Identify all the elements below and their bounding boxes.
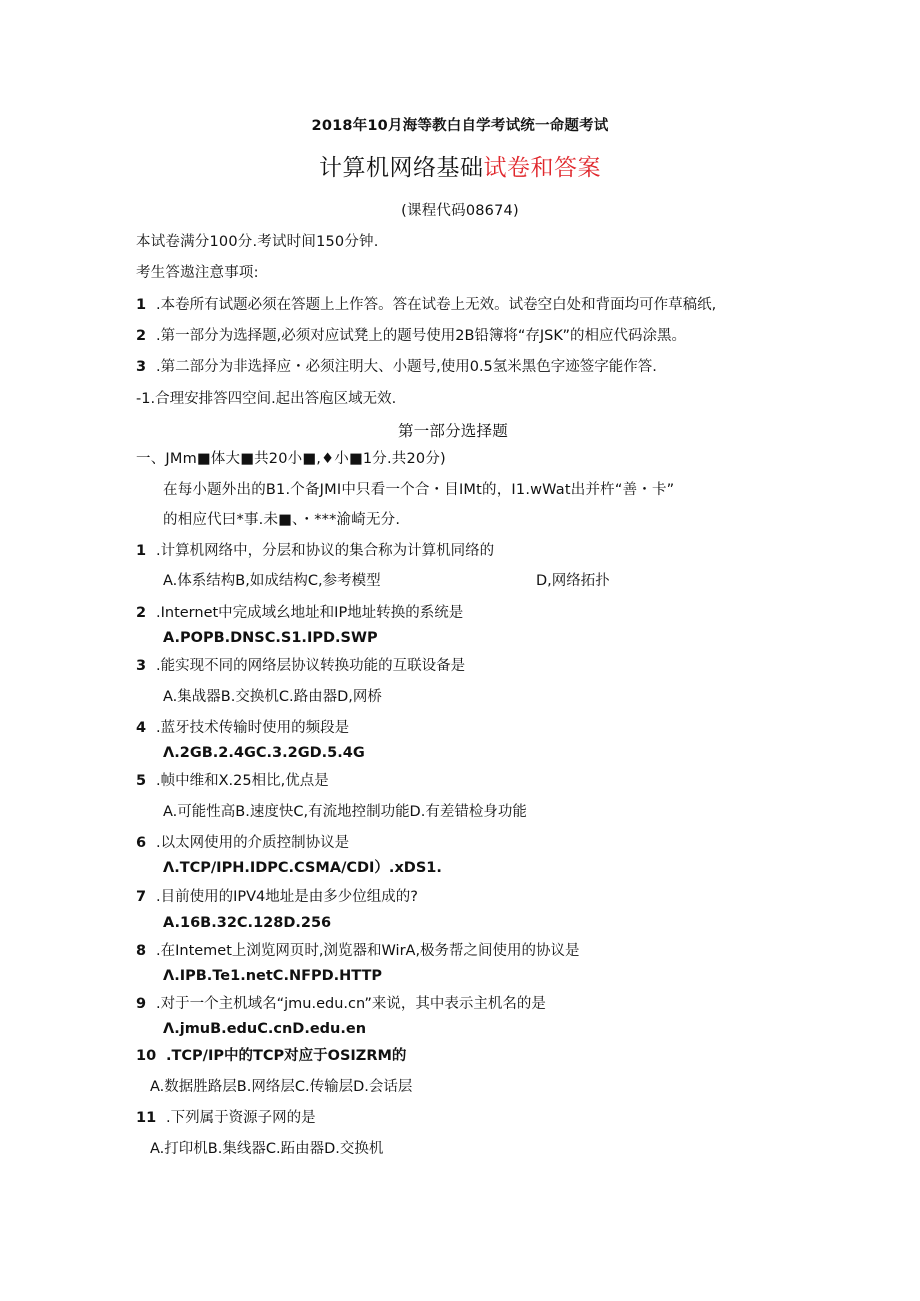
- question-number: 2: [136, 605, 147, 621]
- title-highlight: 试卷和答案: [483, 155, 601, 181]
- part-heading: 第一部分选择题: [398, 422, 508, 440]
- question-options: A.可能性高B.速度快C,有流地控制功能D.有差错检身功能: [163, 804, 527, 820]
- exam-line: 2018年10月海等教白自学考试统一命题考试: [311, 118, 609, 134]
- question-options: A.POPB.DNSC.S1.IPD.SWP: [163, 630, 378, 646]
- question-options: Λ.2GB.2.4GC.3.2GD.5.4G: [163, 745, 365, 761]
- question-options: A.数据胜路层B.网络层C.传输层D.会话层: [150, 1079, 413, 1095]
- score-time-line: 本试卷满分100分.考试时间150分钟.: [136, 234, 379, 250]
- question-options: A.16B.32C.128D.256: [163, 915, 332, 931]
- question-text: .下列属于资源子网的是: [166, 1110, 316, 1126]
- question-number: 11: [136, 1110, 157, 1126]
- course-code: (课程代码08674): [401, 203, 519, 219]
- question-text: .以太网使用的介质控制协议是: [156, 835, 350, 851]
- instruction-line: 在每小题外出的B1.个备JMI中只看一个合・目IMt的，I1.wWat出并杵“善・卡”: [163, 482, 675, 498]
- question-number: 3: [136, 658, 147, 674]
- question-options: Λ.TCP/IPH.IDPC.CSMA/CDI）.xDS1.: [163, 860, 442, 876]
- question-text: .TCP/IP中的TCP对应于OSIZRM的: [166, 1048, 407, 1064]
- question-options: Λ.jmuB.eduC.cnD.edu.en: [163, 1021, 367, 1037]
- note-number: 1: [136, 297, 147, 313]
- question-number: 9: [136, 996, 147, 1012]
- title-main: 计算机网络基础: [319, 155, 484, 181]
- section-line: 一、JMm■体大■共20小■,♦小■1分.共20分): [136, 451, 446, 467]
- instruction-line: 的相应代曰*事.未■、・***渝崎无分.: [163, 512, 401, 528]
- note-text: .第二部分为非选择应・必须注明大、小题号,使用0.5氢米黑色字迹签字能作答.: [156, 359, 657, 375]
- question-number: 6: [136, 835, 147, 851]
- question-option-d: D,网络拓扑: [536, 573, 610, 589]
- question-text: .帧中维和X.25相比,优点是: [156, 773, 329, 789]
- question-options: A.打印机B.集线器C.跖由器D.交换机: [150, 1141, 384, 1157]
- question-options: A.集战器B.交换机C.路由器D,网桥: [163, 689, 382, 705]
- question-number: 10: [136, 1048, 157, 1064]
- question-number: 7: [136, 889, 147, 905]
- question-text: .Internet中完成域幺地址和IP地址转换的系统是: [156, 605, 464, 621]
- notes-heading: 考生答遨注意事项:: [136, 265, 259, 281]
- question-number: 8: [136, 943, 147, 959]
- question-text: .计算机网络中，分层和协议的集合称为计算机同络的: [156, 543, 495, 559]
- note-text: -1.合理安排答四空间.起出答庖区域无效.: [136, 391, 397, 407]
- question-number: 4: [136, 720, 147, 736]
- note-number: 2: [136, 328, 147, 344]
- note-text: .本卷所有试题必须在答题上上作答。答在试卷上无效。试卷空白处和背面均可作草稿纸,: [156, 297, 717, 313]
- question-text: .目前使用的IPV4地址是由多少位组成的?: [156, 889, 418, 905]
- question-options: A.体系结构B,如成结构C,参考模型: [163, 573, 381, 589]
- document-title: [0, 153, 920, 183]
- question-text: .蓝牙技术传输时使用的频段是: [156, 720, 350, 736]
- question-options: Λ.IPB.Te1.netC.NFPD.HTTP: [163, 968, 383, 984]
- question-text: .能实现不同的网络层协议转换功能的互联设备是: [156, 658, 466, 674]
- note-text: .第一部分为选择题,必须对应试凳上的题号使用2B铅簿将“存JSK”的相应代码涂黑。: [156, 328, 686, 344]
- question-text: .在Intemet上浏览网页时,浏览器和WirA,极务帮之间使用的协议是: [156, 943, 580, 959]
- question-number: 5: [136, 773, 147, 789]
- question-number: 1: [136, 543, 147, 559]
- question-text: .对于一个主机域名“jmu.edu.cn”来说，其中表示主机名的是: [156, 996, 546, 1012]
- note-number: 3: [136, 359, 147, 375]
